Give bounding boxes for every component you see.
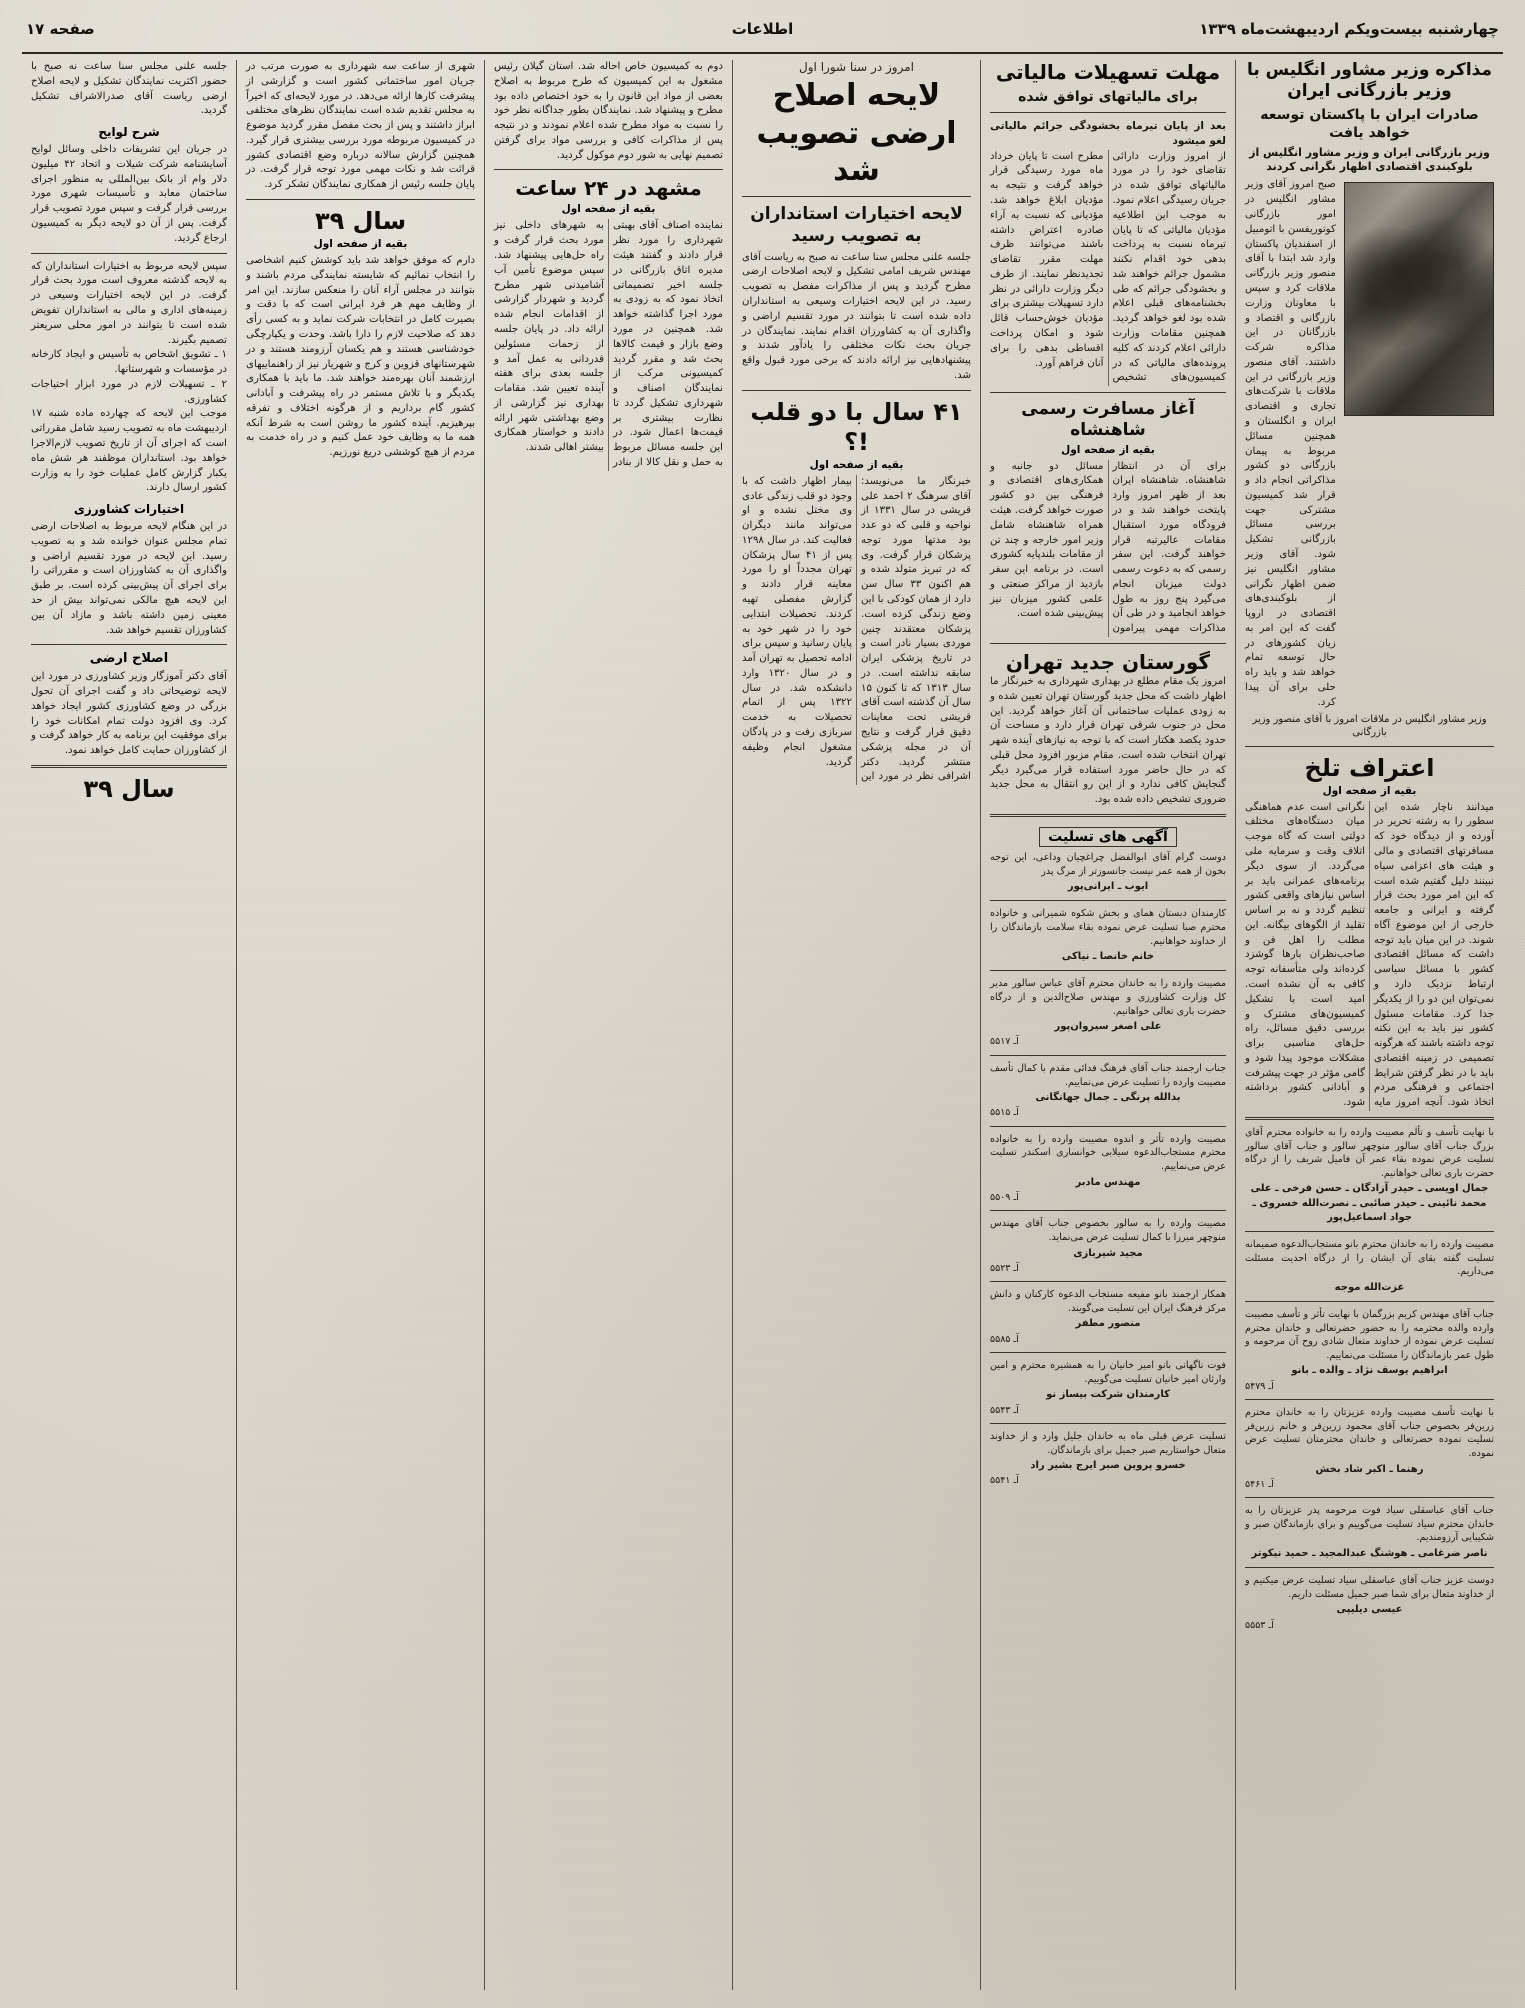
obituary-item [990, 1359, 1226, 1417]
obituary-signature: ناصر ضرغامی ـ هوشنگ عبدالمجید ـ حمید نیکوتر [1251, 1548, 1488, 1560]
col1-body-side: صبح امروز آقای وزیر مشاور انگلیس در امور بازرگانی کوتوریفسن با اتومبیل از اسفندیان پاکستان وارد شد ابتدا با آقای منصور وزیر بازرگانی ملاقات کرد و سپس با معاونان وزارت بازرگانی و اقتصاد و بازرگانان در این مذاکره شرکت داشتند. آقای منصور وزیر بازرگانی در این ملاقات با شرکت‌های تجاری و اقتصادی ایران و انگلستان و همچنین مسائل مربوط به پیمان بازرگانی دو کشور مذاکراتی انجام داد و قرار شد کمیسیون مشترکی جهت بررسی مسائل بازرگانی تشکیل شود. آقای وزیر مشاور انگلیس نیز ضمن اظهار نگرانی از بلوکبندی‌های اقتصادی در اروپا گفت که این امر به زیان کشورهای در حال توسعه تمام خواهد شد و باید راه حلی برای آن پیدا کرد. [1245, 179, 1336, 708]
obit-divider [990, 1126, 1226, 1127]
obituary-item [990, 907, 1226, 964]
obit-divider [990, 1352, 1226, 1353]
obit-divider [990, 1423, 1226, 1424]
col2-headline: مهلت تسهیلات مالیاتی [995, 60, 1221, 84]
col3-divider-1 [742, 390, 971, 391]
col1-headline-2: اعتراف تلخ [1304, 753, 1435, 782]
obituary-item [990, 1288, 1226, 1346]
obituary-code: آـ ۵۵۵۳ [1245, 1619, 1274, 1631]
col2-divider-1 [990, 392, 1226, 393]
obituary-item [990, 1062, 1226, 1120]
col6-list-1: ۱ ـ تشویق اشخاص به تأسیس و ایجاد کارخانه در مؤسسات و شهرستانها. [31, 349, 227, 376]
obituary-item [1245, 1504, 1494, 1561]
col3-continuation-note: بقیه از صفحه اول [809, 458, 904, 471]
col2-headline-2: آغاز مسافرت رسمی شاهنشاه [1021, 399, 1195, 441]
col2-subhead: برای مالیاتهای توافق شده [1018, 89, 1198, 105]
obituary-code: آـ ۵۵۱۷ [990, 1036, 1019, 1048]
obit-divider [1245, 1567, 1494, 1568]
col4-body-2: نماینده اصناف آقای بهبتی شهرداری را مورد نظر قرار دادند و گفتند هیئت مدیره اتاق بازرگانی در جلسه اخیر تصمیماتی اتخاذ نمود که به زودی به مورد اجرا گذاشته خواهد شد. همچنین در مورد وضع بازار و قیمت کالاها بحث شد و مقرر گردید کمیسیونی مرکب از نمایندگان اصناف و شهرداری تشکیل گردد تا نظارت بیشتری بر قیمت‌ها اعمال شود. در این جلسه مسائل مربوط به حمل و نقل کالا از بنادر به شهرهای داخلی نیز مورد بحث قرار گرفت و راه حل‌هایی پیشنهاد شد. سپس موضوع تأمین آب آشامیدنی شهر مطرح گردید و شهردار گزارشی از اقدامات انجام شده ارائه داد. در پایان جلسه از زحمات مسئولین قدردانی به عمل آمد و جلسه بعدی برای هفته آینده تعیین شد. مقامات بهداری نیز گزارشی از وضع بهداشتی شهر ارائه دادند و خواستار همکاری بیشتر اهالی شدند. [494, 220, 723, 468]
masthead-date: چهارشنبه بیست‌ویکم اردیبهشت‌ماه ۱۳۳۹ [1199, 20, 1499, 38]
obituary-item [1245, 1574, 1494, 1632]
column-1 [1235, 60, 1503, 1990]
col1-obituaries [1245, 1126, 1494, 1632]
obit-divider [1245, 1399, 1494, 1400]
col5-body-2: دارم که موفق خواهد شد باید کوشش کنیم اشخاصی را انتخاب نمائیم که شایسته نمایندگی مردم باشند و بتوانند در مجلس آراء آنان را منعکس سازند. این امر از وظایف مهم هر فرد ایرانی است که با دقت و بصیرت کامل در انتخابات شرکت نماید و به کسی رأی دهد که صلاحیت لازم را دارا باشد. وحدت و یکپارچگی خودشناسی هستند و هم یکسان آرزومند هستند و در شهرستانهای قزوین و کرج و شهریار نیز از راهنماییهای ارزشمند آنان بهره‌مند خواهند شد. ما باید با همکاری یکدیگر و با تلاش مستمر در راه پیشرفت و آبادانی کشور گام برداریم و از هرگونه اختلاف و تفرقه بپرهیزیم. آینده کشور ما روشن است به شرط آنکه همه ما به وظایف خود عمل کنیم و در راه خدمت به مردم از هیچ کوششی دریغ نورزیم. [246, 255, 475, 459]
obituary-code: آـ ۵۵۴۳ [990, 1404, 1019, 1416]
obituary-signature: ایوب ـ ایرانی‌پور [1067, 881, 1149, 893]
obituary-text: جناب آقای عباسقلی سیاد فوت مرحومه پدر عزیزتان را به خاندان محترم سیاد تسلیت می‌گوییم و برای بازماندگان صبر و شکیبایی آرزومندیم. [1245, 1505, 1494, 1544]
col4-headline: مشهد در ۲۴ ساعت [515, 176, 702, 201]
col1-body-2: میدانند ناچار شده این سطور را به رشته تحریر در آورده و از دیدگاه خود که مسافرتهای اقتصادی و مالی و هیئت های اعزامی سیاه نبینند دلیل گفتیم شده است که این امر مورد بحث قرار گرفته و ایرانی و جامعه خارجی از این موضوع آگاه شوند. در این میان باید توجه داشت که مسائل اقتصادی کشور با مسائل سیاسی ارتباط نزدیک دارد و نمی‌توان این دو را از یکدیگر جدا کرد. مقامات مسئول کشور نیز باید به این نکته توجه داشته باشند که هرگونه تصمیمی در زمینه اقتصادی باید با در نظر گرفتن شرایط اجتماعی و فرهنگی مردم اتخاذ شود. آنچه امروز مایه نگرانی است عدم هماهنگی میان دستگاه‌های مختلف دولتی است که گاه موجب اتلاف وقت و سرمایه ملی می‌گردد. از سوی دیگر برنامه‌های عمرانی باید بر اساس نیازهای واقعی کشور تنظیم گردد و نه بر اساس تقلید از الگوهای بیگانه. این مطلب را اهل فن و صاحب‌نظران بارها گوشزد کرده‌اند ولی متأسفانه توجه کافی به آن نشده است. امید است با تشکیل کمیسیون‌های مشترک و بررسی دقیق مسائل، راه حل‌های مناسبی برای مشکلات موجود پیدا شود و گامی مؤثر در جهت پیشرفت و آبادانی کشور برداشته شود. [1245, 801, 1494, 1109]
obituary-code: آـ ۵۵۸۵ [990, 1333, 1019, 1345]
col2-divider-2 [990, 643, 1226, 644]
masthead-rule [22, 52, 1503, 54]
col6-section-1-title: شرح لوایح [98, 125, 160, 140]
col6-divider-2 [31, 644, 227, 645]
col1-subhead-2: وزیر بازرگانی ایران و وزیر مشاور انگلیس از بلوکبندی اقتصادی اظهار نگرانی کردند [1249, 145, 1490, 174]
condolences-title: آگهی های تسلیت [1039, 827, 1177, 847]
col6-subsection-title-1: اختیارات کشاورزی [73, 502, 185, 517]
masthead-page-number: صفحه ۱۷ [26, 20, 95, 38]
obit-divider [1245, 1497, 1494, 1498]
obituary-code: آـ ۵۵۲۳ [990, 1262, 1019, 1274]
col3-body: جلسه علنی مجلس سنا ساعت نه صبح به ریاست آقای مهندس شریف امامی تشکیل و لایحه اصلاحات ارضی مطرح گردید و پس از مذاکرات مفصل به تصویب رسید. در این لایحه اختیارات وسیعی به استانداران داده شده است تا بتوانند در مورد تقسیم اراضی و واگذاری آن به کشاورزان اقدام نمایند. نمایندگان در جریان بحث نکات مختلفی را یادآور شدند و پیشنهادهایی نیز ارائه دادند که برخی مورد قبول واقع شد. [742, 251, 971, 381]
obituary-signature: علی اصغر سیروان‌پور [1054, 1021, 1162, 1033]
col5-continuation-note: بقیه از صفحه اول [313, 238, 408, 251]
column-4 [484, 60, 732, 1990]
masthead [22, 18, 1503, 48]
column-3 [732, 60, 980, 1990]
obituary-text: همکار ارجمند بانو مفیعه مستجاب الدعوه کارکنان و دانش مرکز فرهنگ ایران این تسلیت می‌گویند. [990, 1289, 1226, 1314]
col6-headline-tail: سال ۳۹ [83, 775, 175, 804]
obit-divider [990, 1281, 1226, 1282]
obituary-code: آـ ۵۵۰۹ [990, 1191, 1019, 1203]
obituary-signature: مجید شیربازی [1073, 1247, 1143, 1259]
obituary-item [1245, 1406, 1494, 1491]
col6-section-4: در این هنگام لایحه مربوط به اصلاحات ارضی تمام مجلس عنوان خوانده شد و به تصویب رسید. این لایحه در مورد تقسیم اراضی و واگذاری آن به کشاورزان است و مقرراتی را برای اجرای آن پیش‌بینی کرده است. بر طبق این لایحه هیچ مالکی نمی‌تواند بیش از حد معینی زمین داشته باشد و مازاد آن بین کشاورزان تقسیم خواهد شد. [31, 521, 227, 636]
column-6 [22, 60, 236, 1990]
col6-divider-3 [31, 765, 227, 768]
obituary-signature: کارمندان شرکت بیساز نو [1046, 1389, 1170, 1401]
masthead-paper-name: اطلاعات [731, 20, 794, 38]
col3-subhead: لایحه اختیارات استانداران به تصویب رسید [750, 203, 963, 246]
obit-divider [990, 970, 1226, 971]
obituary-text: فوت ناگهانی بانو امیر خانیان را به همشیره محترم و امین وارثان امیر خانیان تسلیت می‌گوییم. [990, 1360, 1226, 1385]
article-photo [1344, 182, 1494, 416]
col4-body-top: دوم به کمیسیون خاص احاله شد. استان گیلان رئیس مشغول به این کمیسیون که طرح مربوط به اصلاح بعضی از مواد این قانون را به خود اختصاص داده بود مطرح و پیشنهاد شد. نمایندگان بطور جداگانه نظر خود را نسبت به مواد مطرح شده اعلام نمودند و در نتیجه پس از مذاکرات کافی و بررسی مواد برای گرفتن تصمیم نهایی به شور دوم موکول گردید. [494, 61, 723, 161]
col6-section-1: در جریان این تشریفات داخلی وسائل لوایح آسایشنامه شرکت شیلات و اتحاد ۴۲ میلیون دلار وام از بانک بین‌المللی به منظور اجرای ساختمان معابد و تأسیسات شهری مورد بررسی قرار گرفت و سپس مورد تصویب قرار گرفت. پس از آن دو لایحه دیگر به کمیسیون ارجاع گردید. [31, 144, 227, 244]
obituary-signature: رهنما ـ اکبر شاد بخش [1315, 1463, 1424, 1475]
photo-caption: وزیر مشاور انگلیس در ملاقات امروز با آقای منصور وزیر بازرگانی [1252, 713, 1487, 739]
obituary-signature: عیسی دیلیپی [1336, 1604, 1403, 1616]
column-2 [980, 60, 1235, 1990]
obituary-text: جناب آقای مهندس کریم بزرگمان با نهایت تأثر و تأسف مصیبت وارده والده محترمه را به حضور حضرتعالی و خاندان محترم تسلیت عرض نموده از خداوند متعال شادی روح آن مرحومه و طول عمر بازماندگان را مسئلت می‌نماییم. [1245, 1309, 1494, 1361]
col5-headline: سال ۳۹ [314, 207, 407, 236]
col2-divider-0 [990, 112, 1226, 113]
obituary-text: دوست عزیز جناب آقای عباسقلی سیاد تسلیت عرض میکنیم و از خداوند متعال برای شما صبر جمیل مسئلت داریم. [1245, 1575, 1494, 1600]
col2-body-2: برای آن در انتظار شاهنشاه. شاهنشاه ایران بعد از ظهر امروز وارد پایتخت خواهند شد و در فرودگاه مورد استقبال مقامات عالیرتبه قرار خواهند گرفت. این سفر رسمی که به دعوت رسمی دولت میزبان انجام می‌گیرد پنج روز به طول خواهد انجامید و در طی آن مذاکرات مهمی پیرامون مسائل دو جانبه و همکاری‌های اقتصادی و فرهنگی بین دو کشور صورت خواهد گرفت. هیئت همراه شاهنشاه شامل وزیر امور خارجه و چند تن از مقامات بلندپایه کشوری است. در برنامه این سفر بازدید از مراکز صنعتی و علمی کشور میزبان نیز پیش‌بینی شده است. [990, 460, 1226, 635]
obituary-code: آـ ۵۵۱۵ [990, 1107, 1019, 1119]
col2-body-3: امروز یک مقام مطلع در بهداری شهرداری به خبرنگار ما اظهار داشت که محل جدید گورستان تهران تعیین شده و به زودی عملیات ساختمانی آن آغاز خواهد گردید. این محل در جنوب شرقی تهران قرار دارد و مساحت آن حدود یکصد هکتار است که با توجه به نیازهای آینده شهر تهران انتخاب شده است. مقام مزبور افزود محل قبلی که در حال حاضر مورد استفاده قرار می‌گیرد دیگر گنجایش کافی ندارد و از این رو انتقال به محل جدید ضروری تشخیص داده شده بود. [990, 676, 1226, 806]
obituary-item [990, 977, 1226, 1049]
obit-divider [990, 1055, 1226, 1056]
obituary-item [990, 1217, 1226, 1275]
col3-body-2: خبرنگار ما می‌نویسد: آقای سرهنگ ۲ احمد علی قریشی در سال ۱۳۳۱ از نواحیه و قلبی که دو عدد بود مدتها مورد توجه پزشکان قرار گرفت. وی که در تبریز متولد شده و هم اکنون ۳۳ سال سن دارد از همان کودکی با این وضع زندگی کرده است. پزشکان معتقدند چنین موردی بسیار نادر است و در تاریخ پزشکی ایران سابقه نداشته است. در سال ۱۳۱۳ که تا کنون ۱۵ سال آن گذشته است آقای قریشی تحت معاینات دقیق قرار گرفت و نتایج آن در مجله پزشکی منتشر گردید. دکتر اشرافی نظر در مورد این بیمار اظهار داشت که با وجود دو قلب زندگی عادی وی مختل نشده و او می‌تواند مانند دیگران فعالیت کند. در سال ۱۲۹۸ پس از ۴۱ سال پزشکان تهران مجدداً او را مورد معاینه قرار دادند و گزارش مفصلی تهیه کردند. تحصیلات ابتدایی خود را در شهر خود به پایان رسانید و سپس برای ادامه تحصیل به تهران آمد و در سال ۱۳۲۰ وارد دانشکده شد. در سال ۱۳۲۲ پس از اتمام تحصیلات به خدمت سربازی رفت و در پادگان مشغول انجام وظیفه گردید. [742, 475, 971, 783]
condolences-header [990, 823, 1226, 851]
col2-body: از امروز وزارت دارائی تقاضای خود را در مورد مالیاتهای توافق شده در جریان رسیدگی اعلام نمود. به موجب این اطلاعیه مؤدیان مالیاتی که تا پایان تیرماه نسبت به پرداخت بدهی خود اقدام نکنند مشمول جرائم خواهند شد و بخشودگی جرائم که طی بخشنامه‌های قبلی اعلام شده بود لغو خواهد گردید. همچنین مقامات وزارت دارائی اعلام کردند که کلیه پرونده‌های مالیاتی که در کمیسیون‌های تشخیص مطرح است تا پایان خرداد ماه مورد رسیدگی قرار خواهد گرفت و نتیجه به مؤدیان ابلاغ خواهد شد. مؤدیانی که نسبت به آراء صادره اعتراض داشته باشند می‌توانند ظرف مهلت مقرر تقاضای تجدیدنظر نمایند. از طرف دیگر وزارت دارائی در نظر دارد تسهیلات بیشتری برای مؤدیان خوش‌حساب قائل شود و امکان پرداخت اقساطی بدهی را برای آنان فراهم آورد. [990, 150, 1226, 384]
col3-headline-2: ۴۱ سال با دو قلب !؟ [750, 397, 963, 456]
obituary-text: جناب ارجمند جناب آقای فرهنگ فدائی مقدم با کمال تأسف مصیبت وارده را تسلیت عرض می‌نماییم. [990, 1062, 1226, 1088]
obit-divider [1245, 1231, 1494, 1232]
obituary-text: مصیبت وارده تأثر و اندوه مصیبت وارده را به خانواده محترم مستجاب‌الدعوه سیلابی خوانساری اسکندر تسلیت عرض می‌نماییم. [990, 1133, 1226, 1173]
obituary-item [990, 851, 1226, 894]
obituary-signature: ابراهیم یوسف نژاد ـ والده ـ بانو [1291, 1365, 1448, 1377]
col2-divider-3 [990, 814, 1226, 817]
obituary-signature: منصور مطفر [1075, 1318, 1141, 1330]
obit-divider [1245, 1301, 1494, 1302]
col3-divider-0 [742, 196, 971, 197]
col3-headline: لایحه اصلاح ارضی تصویب شد [756, 78, 957, 188]
col6-body-top: جلسه علنی مجلس سنا ساعت نه صبح با حضور اکثریت نمایندگان تشکیل و لایحه اصلاح ارضی ریاست آقای صدرالاشراف تشکیل گردید. [31, 61, 227, 117]
col1-continuation-note: بقیه از صفحه اول [1322, 784, 1417, 797]
obituary-signature: خانم خانصا ـ نیاکی [1061, 951, 1155, 963]
col5-body-top: شهری از ساعت سه شهرداری به صورت مرتب در جریان امور ساختمانی کشور است و گزارشی از پیشرفت کارها ارائه می‌دهد. در مورد لایحه‌ای که اخیراً به مجلس تقدیم شده است نمایندگان نظرهای مختلفی ابراز داشتند و پس از بحث مفصل مقرر گردید موضوع در کمیسیون مربوطه مورد بررسی بیشتری قرار گیرد. همچنین گزارش سالانه درباره وضع اقتصادی کشور قرائت شد و نکات مهمی مورد توجه قرار گرفت. در پایان جلسه رئیس از همکاری نمایندگان تشکر کرد. [246, 61, 475, 191]
obituary-text: کارمندان دبستان همای و بخش شکوه شمیرانی و خانواده محترم صبا تسلیت عرض نموده بقاء سلامت بازماندگان را از خداوند خواهانیم. [990, 908, 1226, 947]
obituary-item [990, 1133, 1226, 1205]
obituary-item [1245, 1126, 1494, 1225]
col4-divider-1 [494, 169, 723, 170]
col2-continuation-note: بقیه از صفحه اول [1061, 443, 1155, 456]
obit-divider [990, 1210, 1226, 1211]
col1-subhead: صادرات ایران با پاکستان توسعه خواهد یافت [1260, 106, 1479, 141]
obituary-text: مصیبت وارده را به خاندان محترم بانو مستجاب‌الدعوه صمیمانه تسلیت گفته بقای آن ایشان را از درگاه احدیت مسئلت می‌داریم. [1245, 1239, 1494, 1278]
column-container [22, 60, 1503, 1990]
col6-list-2: ۲ ـ تسهیلات لازم در مورد ابزار احتیاجات کشاورزی. [31, 378, 227, 405]
obituary-text: با نهایت تأسف مصیبت وارده عزیزتان را به خاندان محترم زرین‌فر بخصوص جناب آقای محمود زرین‌فر و خانم زرین‌فر تسلیت نموده حضرتعالی و خاندان محترمتان تسلیت عرض نموده. [1245, 1407, 1494, 1459]
obituary-signature: عزت‌الله موجه [1334, 1281, 1405, 1293]
col6-section-3: موجب این لایحه که چهارده ماده شنبه ۱۷ اردیبهشت ماه به تصویب رسید شامل مقرراتی است که اجرای آن از تاریخ تصویب لازم‌الاجرا خواهد بود. استانداران موظفند هر شش ماه یکبار گزارش کامل عملیات خود را به وزارت کشور ارسال دارند. [31, 408, 227, 494]
col1-divider-1 [1245, 746, 1494, 747]
col5-divider-1 [246, 199, 475, 200]
obituary-text: مصیبت وارده را به خاندان محترم آقای عباس سالور مدیر کل وزارت کشاورزی و مهندس صلاح‌الدین و از درگاه حضرت باری تعالی خواهانیم. [990, 978, 1226, 1017]
obituary-signature: مهندس مادبر [1075, 1176, 1141, 1188]
obituary-signature: خسرو پروین صبر ایرج بشیر راد [1030, 1460, 1186, 1472]
obituary-item [1245, 1238, 1494, 1295]
obituary-code: آـ ۵۵۴۱ [990, 1475, 1019, 1487]
obit-divider [990, 900, 1226, 901]
obituary-signature: بدالله پرنگی ـ جمال جهانگانی [1035, 1092, 1181, 1104]
obituary-code: آـ ۵۴۶۱ [1245, 1478, 1274, 1490]
col6-subsection-title-0: اصلاح ارضی [89, 651, 169, 667]
col6-section-5: آقای دکتر آموزگار وزیر کشاورزی در مورد این لایحه توضیحاتی داد و گفت اجرای آن تحول بزرگی در وضع کشاورزی کشور ایجاد خواهد کرد. وی افزود دولت تمام امکانات خود را برای موفقیت این برنامه به کار خواهد گرفت و از کشاورزان حمایت کامل خواهد نمود. [31, 671, 227, 757]
obituary-text: تسلیت عرض قبلی ماه به خاندان جلیل وارد و از خداوند متعال خواستاریم صبر جمیل برای بازماندگان. [990, 1431, 1226, 1456]
obituary-text: با نهایت تأسف و تألم مصیبت وارده را به خانواده محترم آقای بزرگ جناب آقای سالور منوچهر سالور و جناب آقای سالور تسلیت عرض نموده بقاء عمر آن فامیل شریف را از درگاه حضرت باری تعالی خواهانیم. [1245, 1127, 1494, 1179]
obituary-item [990, 1430, 1226, 1488]
col6-divider-1 [31, 253, 227, 254]
obituary-text: مصیبت وارده را به سالور بخصوص جناب آقای مهندس منوچهر میرزا با کمال تسلیت عرض می‌نماید. [990, 1218, 1226, 1243]
obituary-text: دوست گرام آقای ابوالفضل چراغچیان وداعی، این توجه بخون از همه عمر نیست جانسوزتر از مرگ پدر [990, 852, 1226, 877]
obituary-signature: جمال اویسی ـ حیدر آزادگان ـ حسن فرخی ـ علی محمد نائینی ـ حیدر صائبی ـ نصرت‌الله خسروی ـ جواد اسماعیل‌پور [1250, 1183, 1489, 1223]
obituary-code: آـ ۵۴۷۹ [1245, 1380, 1274, 1392]
col3-kicker: امروز در سنا شورا اول [799, 60, 914, 74]
col2-lead: بعد از پایان تیرماه بخشودگی جرائم مالیاتی لغو میشود [990, 120, 1226, 148]
col2-obituaries [990, 851, 1226, 1488]
obituary-item [1245, 1308, 1494, 1393]
col6-section-2: سپس لایحه مربوط به اختیارات استانداران که به لایحه گذشته معروف است مورد بحث قرار گرفت. در این لایحه اختیارات وسیعی در زمینه‌های اداری و مالی به استانداران تفویض شده است تا بتوانند در امور محلی سریعتر تصمیم بگیرند. [31, 260, 227, 346]
col1-divider-2 [1245, 1117, 1494, 1120]
column-5 [236, 60, 484, 1990]
col2-headline-3: گورستان جدید تهران [1005, 650, 1211, 674]
col1-headline: مذاکره وزیر مشاور انگلیس با وزیر بازرگانی ایران [1247, 60, 1492, 102]
col4-continuation-note: بقیه از صفحه اول [561, 203, 656, 216]
